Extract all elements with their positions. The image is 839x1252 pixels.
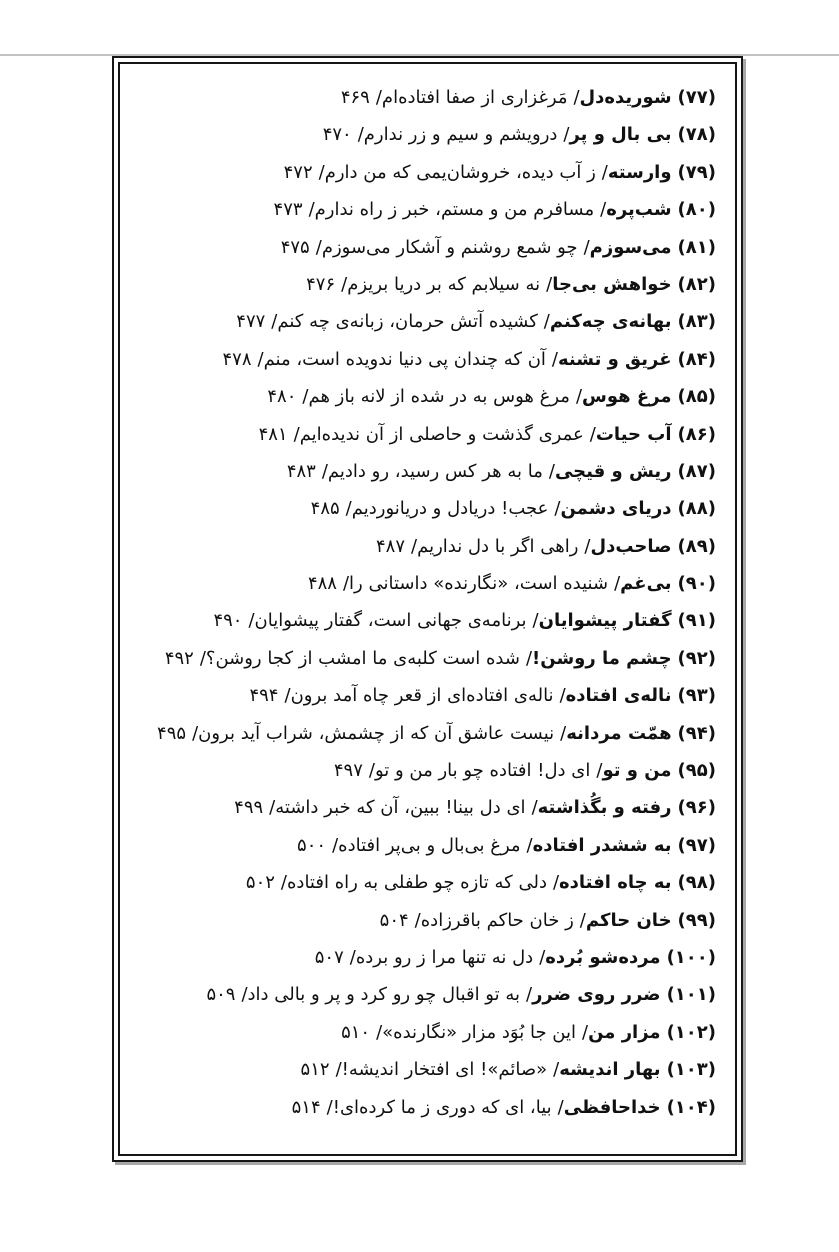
entry-page-number: ۵۰۷ [314, 946, 344, 968]
entry-number: (۸۶) [677, 423, 716, 445]
entry-separator: / [308, 199, 315, 221]
entry-separator: / [573, 87, 580, 108]
entry-separator: / [257, 348, 264, 370]
entry-number: (۷۸) [677, 124, 716, 146]
entry-separator: / [554, 498, 561, 520]
entry-separator: / [335, 1059, 342, 1081]
entry-excerpt: مسافرم من و مستم، خبر ز راه ندارم [314, 199, 595, 221]
entry-page-number: ۴۹۵ [157, 722, 187, 744]
entry-title: آب حیات [595, 423, 672, 445]
entry-page-number: ۴۸۸ [307, 573, 337, 595]
entry-excerpt: ای دل بینا! ببین، آن که خبر داشته [275, 797, 526, 819]
entry-number: (۸۷) [677, 460, 716, 482]
entry-page-number: ۴۷۰ [322, 124, 352, 146]
entry-title: ضرر روی ضرر [532, 984, 661, 1006]
entry-excerpt: این جا بُوَد مزار «نگارنده» [382, 1021, 576, 1043]
entry-separator: / [525, 647, 533, 669]
entry-page-number: ۴۸۱ [258, 423, 288, 445]
entry-title: مزار من [588, 1021, 661, 1043]
entry-number: (۹۰) [677, 573, 716, 595]
entry-number: (۸۰) [677, 199, 716, 221]
toc-entry [132, 341, 716, 378]
entry-title: به چاه افتاده [559, 872, 672, 894]
entry-number: (۹۳) [677, 685, 716, 707]
entry-number: (۸۸) [677, 498, 716, 520]
toc-entry [132, 1051, 716, 1088]
entry-page-number: ۴۹۷ [333, 760, 363, 782]
entry-number: (۹۵) [677, 760, 716, 782]
toc-entry [132, 715, 716, 752]
toc-entry [132, 453, 716, 490]
entry-separator: / [414, 909, 421, 931]
page-inner-rule-frame [118, 62, 737, 1156]
toc-entry [132, 79, 716, 116]
toc-entry [132, 565, 716, 602]
toc-entry [132, 677, 716, 714]
entry-title: خداحافظی [563, 1096, 661, 1118]
entry-number: (۹۶) [677, 797, 716, 819]
entry-excerpt: مَرغزاری از صفا افتاده‌ام [381, 87, 568, 108]
entry-separator: / [271, 311, 278, 333]
entry-number: (۱۰۰) [666, 946, 716, 968]
entry-separator: / [546, 273, 553, 295]
entry-separator: / [293, 423, 300, 445]
entry-title: رفته و بگُذاشته [537, 797, 672, 819]
toc-entry [132, 154, 716, 191]
entry-separator: / [548, 460, 555, 482]
entry-separator: / [321, 460, 328, 482]
entry-page-number: ۴۷۵ [280, 236, 310, 258]
entry-separator: / [557, 1096, 564, 1118]
entry-title: شوریده‌دل [579, 87, 672, 108]
entry-number: (۸۴) [677, 348, 716, 370]
entry-separator: / [342, 573, 350, 595]
page-outer-rule-frame [112, 56, 743, 1162]
entry-page-number: ۴۸۷ [376, 535, 406, 557]
entry-excerpt: دل نه تنها مرا ز رو برده [355, 946, 534, 968]
toc-entry [132, 191, 716, 228]
entry-separator: / [248, 610, 255, 632]
entry-title: غریق و تشنه [558, 348, 672, 370]
entry-title: چشم ما روشن! [532, 647, 672, 669]
toc-entry [132, 640, 716, 677]
entry-excerpt: به تو اقبال چو رو کرد و پر و بالی داد [247, 984, 520, 1006]
entry-separator: / [315, 236, 322, 258]
entry-page-number: ۵۰۲ [245, 872, 275, 894]
entry-page-number: ۵۱۰ [341, 1021, 371, 1043]
toc-entry [132, 1014, 716, 1051]
entry-number: (۹۸) [677, 872, 716, 894]
toc-entry [132, 116, 716, 153]
entry-title: به ششدر افتاده [532, 834, 672, 856]
entry-separator: / [526, 834, 533, 856]
toc-entry [132, 602, 716, 639]
entry-page-number: ۴۷۸ [222, 348, 252, 370]
toc-entry [132, 864, 716, 901]
entry-excerpt: شنیده است، «نگارنده» داستانی را [349, 573, 609, 595]
entry-number: (۸۵) [677, 386, 716, 408]
entry-page-number: ۵۰۹ [206, 984, 236, 1006]
entry-title: دریای دشمن [560, 498, 672, 520]
entry-page-number: ۴۸۳ [286, 460, 316, 482]
entry-number: (۹۹) [677, 909, 716, 931]
toc-list [120, 64, 735, 1154]
entry-separator: / [551, 348, 558, 370]
entry-title: بی‌غم [620, 573, 672, 595]
entry-excerpt: راهی اگر با دل نداریم [417, 535, 579, 557]
entry-title: صاحب‌دل [590, 535, 672, 557]
entry-separator: / [584, 535, 591, 557]
toc-entry [132, 229, 716, 266]
toc-entry [132, 378, 716, 415]
entry-separator: / [601, 161, 608, 183]
toc-entry [132, 939, 716, 976]
entry-number: (۱۰۳) [666, 1059, 716, 1081]
entry-page-number: ۴۹۴ [249, 685, 279, 707]
entry-number: (۱۰۱) [666, 984, 716, 1006]
entry-page-number: ۴۹۲ [164, 647, 194, 669]
entry-excerpt: آن که چندان پی دنیا ندویده است، منم [263, 348, 546, 370]
entry-title: همّت مردانه [566, 722, 672, 744]
entry-title: ناله‌ی افتاده [565, 685, 672, 707]
entry-excerpt: عجب! دریادل و دریانوردیم [351, 498, 549, 520]
entry-separator: / [349, 946, 356, 968]
entry-page-number: ۵۰۴ [379, 909, 409, 931]
entry-number: (۱۰۲) [666, 1021, 716, 1043]
entry-separator: / [532, 610, 539, 632]
entry-title: ریش و قیچی [554, 460, 672, 482]
entry-number: (۷۹) [677, 161, 716, 183]
entry-title: بهانه‌ی چه‌کنم [549, 311, 672, 333]
entry-number: (۸۲) [677, 273, 716, 295]
entry-separator: / [525, 984, 533, 1006]
entry-separator: / [539, 946, 546, 968]
toc-entry [132, 490, 716, 527]
entry-excerpt: نیست عاشق آن که از چشمش، شراب آید برون [198, 722, 555, 744]
entry-excerpt: ناله‌ی افتاده‌ای از قعر چاه آمد برون [290, 685, 554, 707]
entry-separator: / [284, 685, 291, 707]
entry-separator: / [552, 872, 560, 894]
entry-separator: / [579, 909, 586, 931]
entry-separator: / [199, 647, 206, 669]
entry-excerpt: مرغ بی‌بال و بی‌پر افتاده [338, 834, 521, 856]
entry-title: بی بال و پر [569, 124, 672, 146]
entry-separator: / [596, 760, 603, 782]
toc-entry [132, 416, 716, 453]
entry-separator: / [589, 423, 596, 445]
entry-number: (۹۲) [677, 647, 716, 669]
entry-separator: / [600, 199, 607, 221]
entry-separator: / [559, 685, 566, 707]
entry-separator: / [375, 87, 382, 108]
entry-number: (۱۰۴) [666, 1096, 716, 1118]
entry-number: (۹۴) [677, 722, 716, 744]
entry-page-number: ۴۹۹ [234, 797, 264, 819]
entry-title: خان حاکم [585, 909, 672, 931]
entry-excerpt: برنامه‌ی جهانی است، گفتار پیشوایان [254, 610, 527, 632]
entry-title: گفتار پیشوایان [538, 610, 672, 632]
entry-title: مرغ هوس [582, 386, 672, 408]
toc-entry [132, 902, 716, 939]
entry-excerpt: ز آب دیده، خروشان‌یمی که من دارم [324, 161, 596, 183]
entry-separator: / [376, 1021, 383, 1043]
entry-separator: / [563, 124, 570, 146]
entry-title: من و تو [602, 760, 672, 782]
entry-excerpt: درویشم و سیم و زر ندارم [363, 124, 558, 146]
entry-excerpt: مرغ هوس به در شده از لانه باز هم [308, 386, 570, 408]
entry-title: وارسته [607, 161, 672, 183]
toc-entry [132, 266, 716, 303]
entry-excerpt: «صائم»! ای افتخار اندیشه! [341, 1059, 548, 1081]
entry-number: (۸۳) [677, 311, 716, 333]
toc-entry [132, 789, 716, 826]
entry-page-number: ۵۱۴ [291, 1096, 321, 1118]
toc-entry [132, 976, 716, 1013]
entry-title: بهار اندیشه [559, 1059, 661, 1081]
entry-separator: / [560, 722, 567, 744]
entry-separator: / [614, 573, 621, 595]
entry-separator: / [318, 161, 325, 183]
entry-page-number: ۴۶۹ [340, 87, 370, 108]
entry-page-number: ۵۱۲ [300, 1059, 330, 1081]
entry-separator: / [582, 1021, 589, 1043]
entry-page-number: ۴۹۰ [213, 610, 243, 632]
entry-separator: / [345, 498, 352, 520]
entry-separator: / [575, 386, 583, 408]
entry-page-number: ۴۷۶ [306, 273, 336, 295]
entry-separator: / [357, 124, 364, 146]
entry-excerpt: کشیده آتش حرمان، زبانه‌ی چه کنم [277, 311, 538, 333]
entry-separator: / [280, 872, 287, 894]
entry-page-number: ۵۰۰ [297, 834, 327, 856]
entry-title: شب‌پره [606, 199, 672, 221]
entry-separator: / [583, 236, 590, 258]
entry-excerpt: ای دل! افتاده چو بار من و تو [374, 760, 591, 782]
entry-number: (۸۹) [677, 535, 716, 557]
entry-page-number: ۴۷۷ [236, 311, 266, 333]
entry-number: (۹۱) [677, 610, 716, 632]
entry-excerpt: شده است کلبه‌ی ما امشب از کجا روشن؟ [205, 647, 520, 669]
toc-entry [132, 528, 716, 565]
entry-separator: / [368, 760, 375, 782]
entry-excerpt: بیا، ای که دوری ز ما کرده‌ای! [332, 1096, 552, 1118]
entry-excerpt: عمری گذشت و حاصلی از آن ندیده‌ایم [299, 423, 584, 445]
entry-title: مرده‌شو بُرده [545, 946, 661, 968]
entry-number: (۸۱) [677, 236, 716, 258]
toc-entry [132, 752, 716, 789]
entry-separator: / [326, 1096, 333, 1118]
entry-number: (۹۷) [677, 834, 716, 856]
entry-excerpt: ز خان حاکم باقرزاده [420, 909, 574, 931]
toc-entry [132, 827, 716, 864]
entry-separator: / [411, 535, 418, 557]
entry-number: (۷۷) [677, 87, 716, 108]
entry-separator: / [241, 984, 248, 1006]
entry-separator: / [543, 311, 550, 333]
entry-title: می‌سوزم [589, 236, 672, 258]
entry-page-number: ۴۷۳ [273, 199, 303, 221]
toc-entry [132, 303, 716, 340]
entry-separator: / [341, 273, 348, 295]
entry-excerpt: ما به هر کس رسید، رو دادیم [327, 460, 543, 482]
entry-separator: / [332, 834, 339, 856]
entry-separator: / [269, 797, 276, 819]
toc-entry [132, 1089, 716, 1126]
entry-separator: / [302, 386, 309, 408]
entry-separator: / [553, 1059, 560, 1081]
entry-excerpt: نه سیلابم که بر دریا بریزم [347, 273, 541, 295]
entry-page-number: ۴۸۵ [310, 498, 340, 520]
entry-separator: / [192, 722, 199, 744]
entry-separator: / [531, 797, 538, 819]
entry-excerpt: چو شمع روشنم و آشکار می‌سوزم [321, 236, 578, 258]
entry-page-number: ۴۷۲ [283, 161, 313, 183]
entry-page-number: ۴۸۰ [267, 386, 297, 408]
entry-title: خواهش بی‌جا [552, 273, 672, 295]
entry-excerpt: دلی که تازه چو طفلی به راه افتاده [287, 872, 547, 894]
